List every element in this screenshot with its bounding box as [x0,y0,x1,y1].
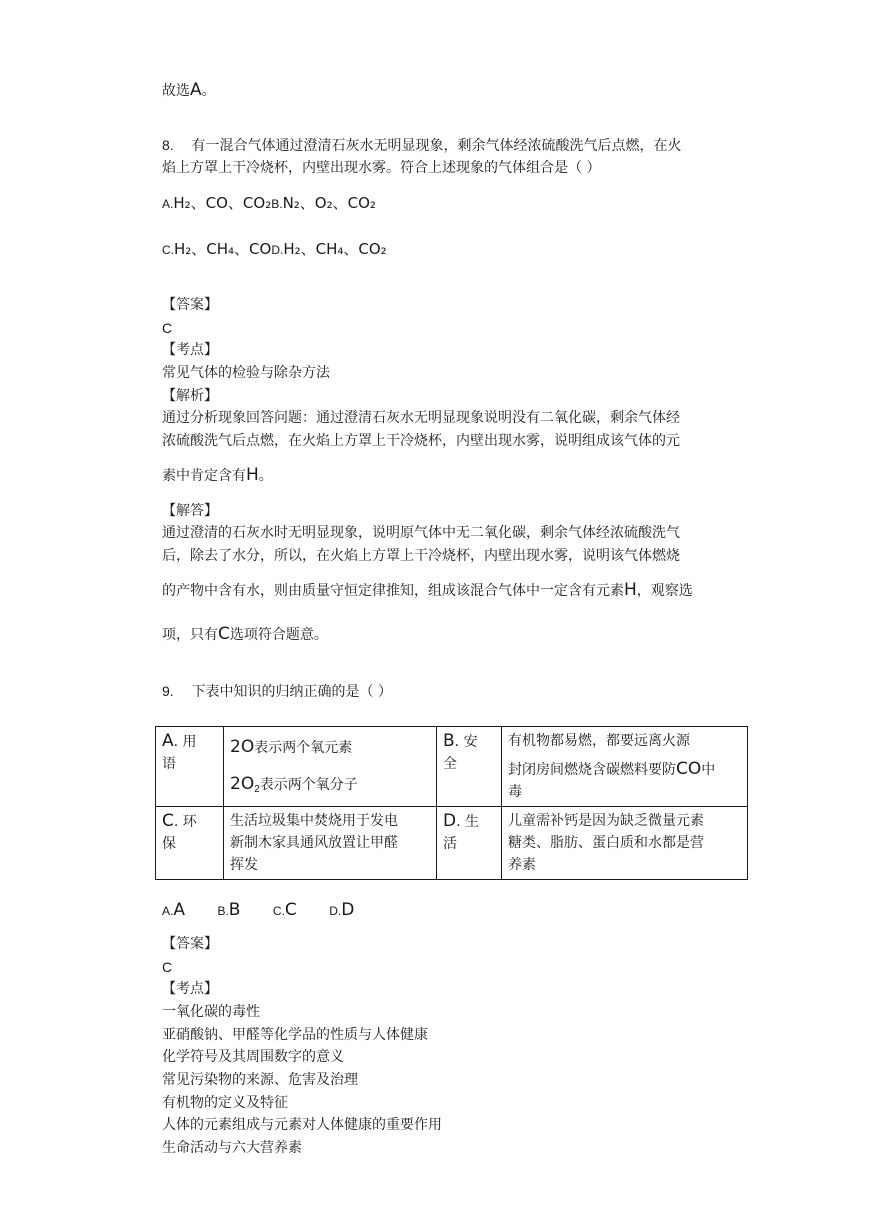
q9-point-5: 有机物的定义及特征 [162,1095,288,1111]
cell-d-letter: D [443,811,457,831]
cell-d-item1: 儿童需补钙是因为缺乏微量元素 [508,813,704,829]
q8-stem-line2: 焰上方罩上干冷烧杯，内壁出现水雾。符合上述现象的气体组合是（ ） [162,160,601,176]
q9-point-heading: 【考点】 [162,981,218,997]
table-row [156,807,748,880]
cell-a-item1-text: 表示两个氧元素 [254,740,353,756]
q8-number: 8. [162,137,174,153]
q8-answer-heading: 【答案】 [162,297,218,313]
cell-a-letter: A [162,731,174,751]
q8-option-b: N₂、O₂、CO₂ [282,194,376,212]
q8-option-c-label: C. [162,243,174,257]
cell-a-item2-subscript: 2 [254,784,260,795]
cell-a-label-rest: . 用 [173,734,197,750]
q9-knowledge-table [155,726,748,880]
q9-options [162,900,354,920]
table-row [156,727,748,807]
q8-option-b-label: B. [271,197,283,211]
cell-d-label [437,807,502,880]
cell-c-item1: 生活垃圾集中焚烧用于发电 [230,813,398,829]
q8-solve-line3-pre: 的产物中含有水，则由质量守恒定律推知，组成该混合气体中一定含有元素 [162,583,624,599]
q9-option-d-label: D. [329,904,342,918]
q8-solve-line4-post: 选项符合题意。 [229,627,328,643]
q9-point-7: 生命活动与六大营养素 [162,1140,302,1156]
cell-a-item2-symbol: 2O [230,774,255,794]
cell-b-letter: B [443,731,455,751]
cell-c-label [156,807,224,880]
q8-solve-line4 [162,624,328,644]
q9-option-d: D [341,900,355,920]
cell-b-content [502,727,748,807]
cell-b-label-rest: . 安 [454,734,478,750]
cell-b-item2-pre: 封闭房间燃烧含碳燃料要防 [508,762,676,778]
q8-stem-line1 [162,134,682,157]
cell-c-item2: 新制木家具通风放置让甲醛 [230,835,398,851]
cell-c-label-line2: 保 [162,836,176,852]
q8-analysis-heading: 【解析】 [162,388,218,404]
q9-point-6: 人体的元素组成与元素对人体健康的重要作用 [162,1117,442,1133]
q9-point-3: 化学符号及其周围数字的意义 [162,1049,344,1065]
q9-option-a-label: A. [162,904,174,918]
cell-a-label-line2: 语 [162,756,176,772]
cell-a-label [156,727,224,807]
q9-point-1: 一氧化碳的毒性 [162,1004,260,1020]
cell-c-letter: C [162,811,174,831]
q9-number: 9. [162,683,174,699]
q9-point-4: 常见污染物的来源、危害及治理 [162,1072,358,1088]
cell-a-item1-symbol: 2O [230,737,255,757]
q8-solve-line3-post: ，观察选 [636,583,693,599]
q9-option-a: A [173,900,185,920]
q8-point: 常见气体的检验与除杂方法 [162,365,330,381]
cell-c-content [224,807,437,880]
q8-analysis-line2: 浓硫酸洗气后点燃，在火焰上方罩上干冷烧杯，内壁出现水雾，说明组成该气体的元 [162,433,680,449]
q8-options-row1 [162,192,376,213]
cell-a-item2-text: 表示两个氧分子 [259,777,358,793]
previous-answer-letter: A [190,80,202,100]
previous-answer-line [162,80,216,100]
q8-analysis-symbol: H [246,465,259,485]
cell-b-item2-post: 中 [701,762,716,778]
q8-solve-line2: 后，除去了水分，所以，在火焰上方罩上干冷烧杯，内壁出现水雾，说明该气体燃烧 [162,548,680,564]
q8-solve-line4-pre: 项，只有 [162,627,218,643]
cell-d-label-rest: . 生 [456,814,479,830]
q8-options-row2 [162,238,387,259]
q8-option-a: H₂、CO、CO₂ [173,194,272,212]
cell-c-item2-line2: 挥发 [230,857,258,873]
cell-a-content [224,727,437,807]
previous-answer-suffix: 。 [201,83,216,99]
q9-point-2: 亚硝酸钠、甲醛等化学品的性质与人体健康 [162,1027,428,1043]
q9-option-b-label: B. [217,904,229,918]
cell-d-content [502,807,748,880]
q8-option-a-label: A. [162,197,174,211]
cell-b-item2-line2: 毒 [508,784,522,800]
q8-point-heading: 【考点】 [162,342,218,358]
cell-b-label-line2: 全 [443,756,457,772]
q9-stem: 下表中知识的归纳正确的是（ ） [191,684,392,700]
q9-option-b: B [228,900,241,920]
q9-answer: C [162,959,173,975]
cell-c-label-rest: . 环 [173,814,197,830]
q8-solve-symbol-c: C [218,624,230,644]
q9-stem-line [162,680,392,703]
previous-answer-prefix: 故选 [162,83,190,99]
q8-solve-line1: 通过澄清的石灰水时无明显现象，说明原气体中无二氧化碳，剩余气体经浓硫酸洗气 [162,525,680,541]
q8-option-c: H₂、CH₄、CO [174,240,272,258]
q8-analysis-line1: 通过分析现象回答问题：通过澄清石灰水无明显现象说明没有二氧化碳，剩余气体经 [162,410,680,426]
q8-stem-text1: 有一混合气体通过澄清石灰水无明显现象，剩余气体经浓硫酸洗气后点燃，在火 [191,138,682,154]
cell-d-item2-line2: 养素 [508,857,536,873]
q8-solve-line3 [162,580,693,600]
q8-analysis-line3 [162,465,273,485]
q9-answer-heading: 【答案】 [162,936,218,952]
cell-b-item1: 有机物都易燃，都要远离火源 [508,733,690,749]
q8-analysis-line3-pre: 素中肯定含有 [162,468,246,484]
q8-answer: C [162,320,173,336]
q8-solve-symbol-h: H [624,580,637,600]
q9-option-c: C [284,900,297,920]
q8-solve-heading: 【解答】 [162,503,218,519]
q8-analysis-line3-post: 。 [258,468,273,484]
cell-d-item2: 糖类、脂肪、蛋白质和水都是营 [508,835,704,851]
cell-d-label-line2: 活 [443,836,457,852]
cell-b-item2-symbol: CO [676,759,702,779]
q9-option-c-label: C. [272,904,285,918]
cell-b-label [437,727,502,807]
q8-option-d-label: D. [271,243,284,257]
q8-option-d: H₂、CH₄、CO₂ [283,240,387,258]
